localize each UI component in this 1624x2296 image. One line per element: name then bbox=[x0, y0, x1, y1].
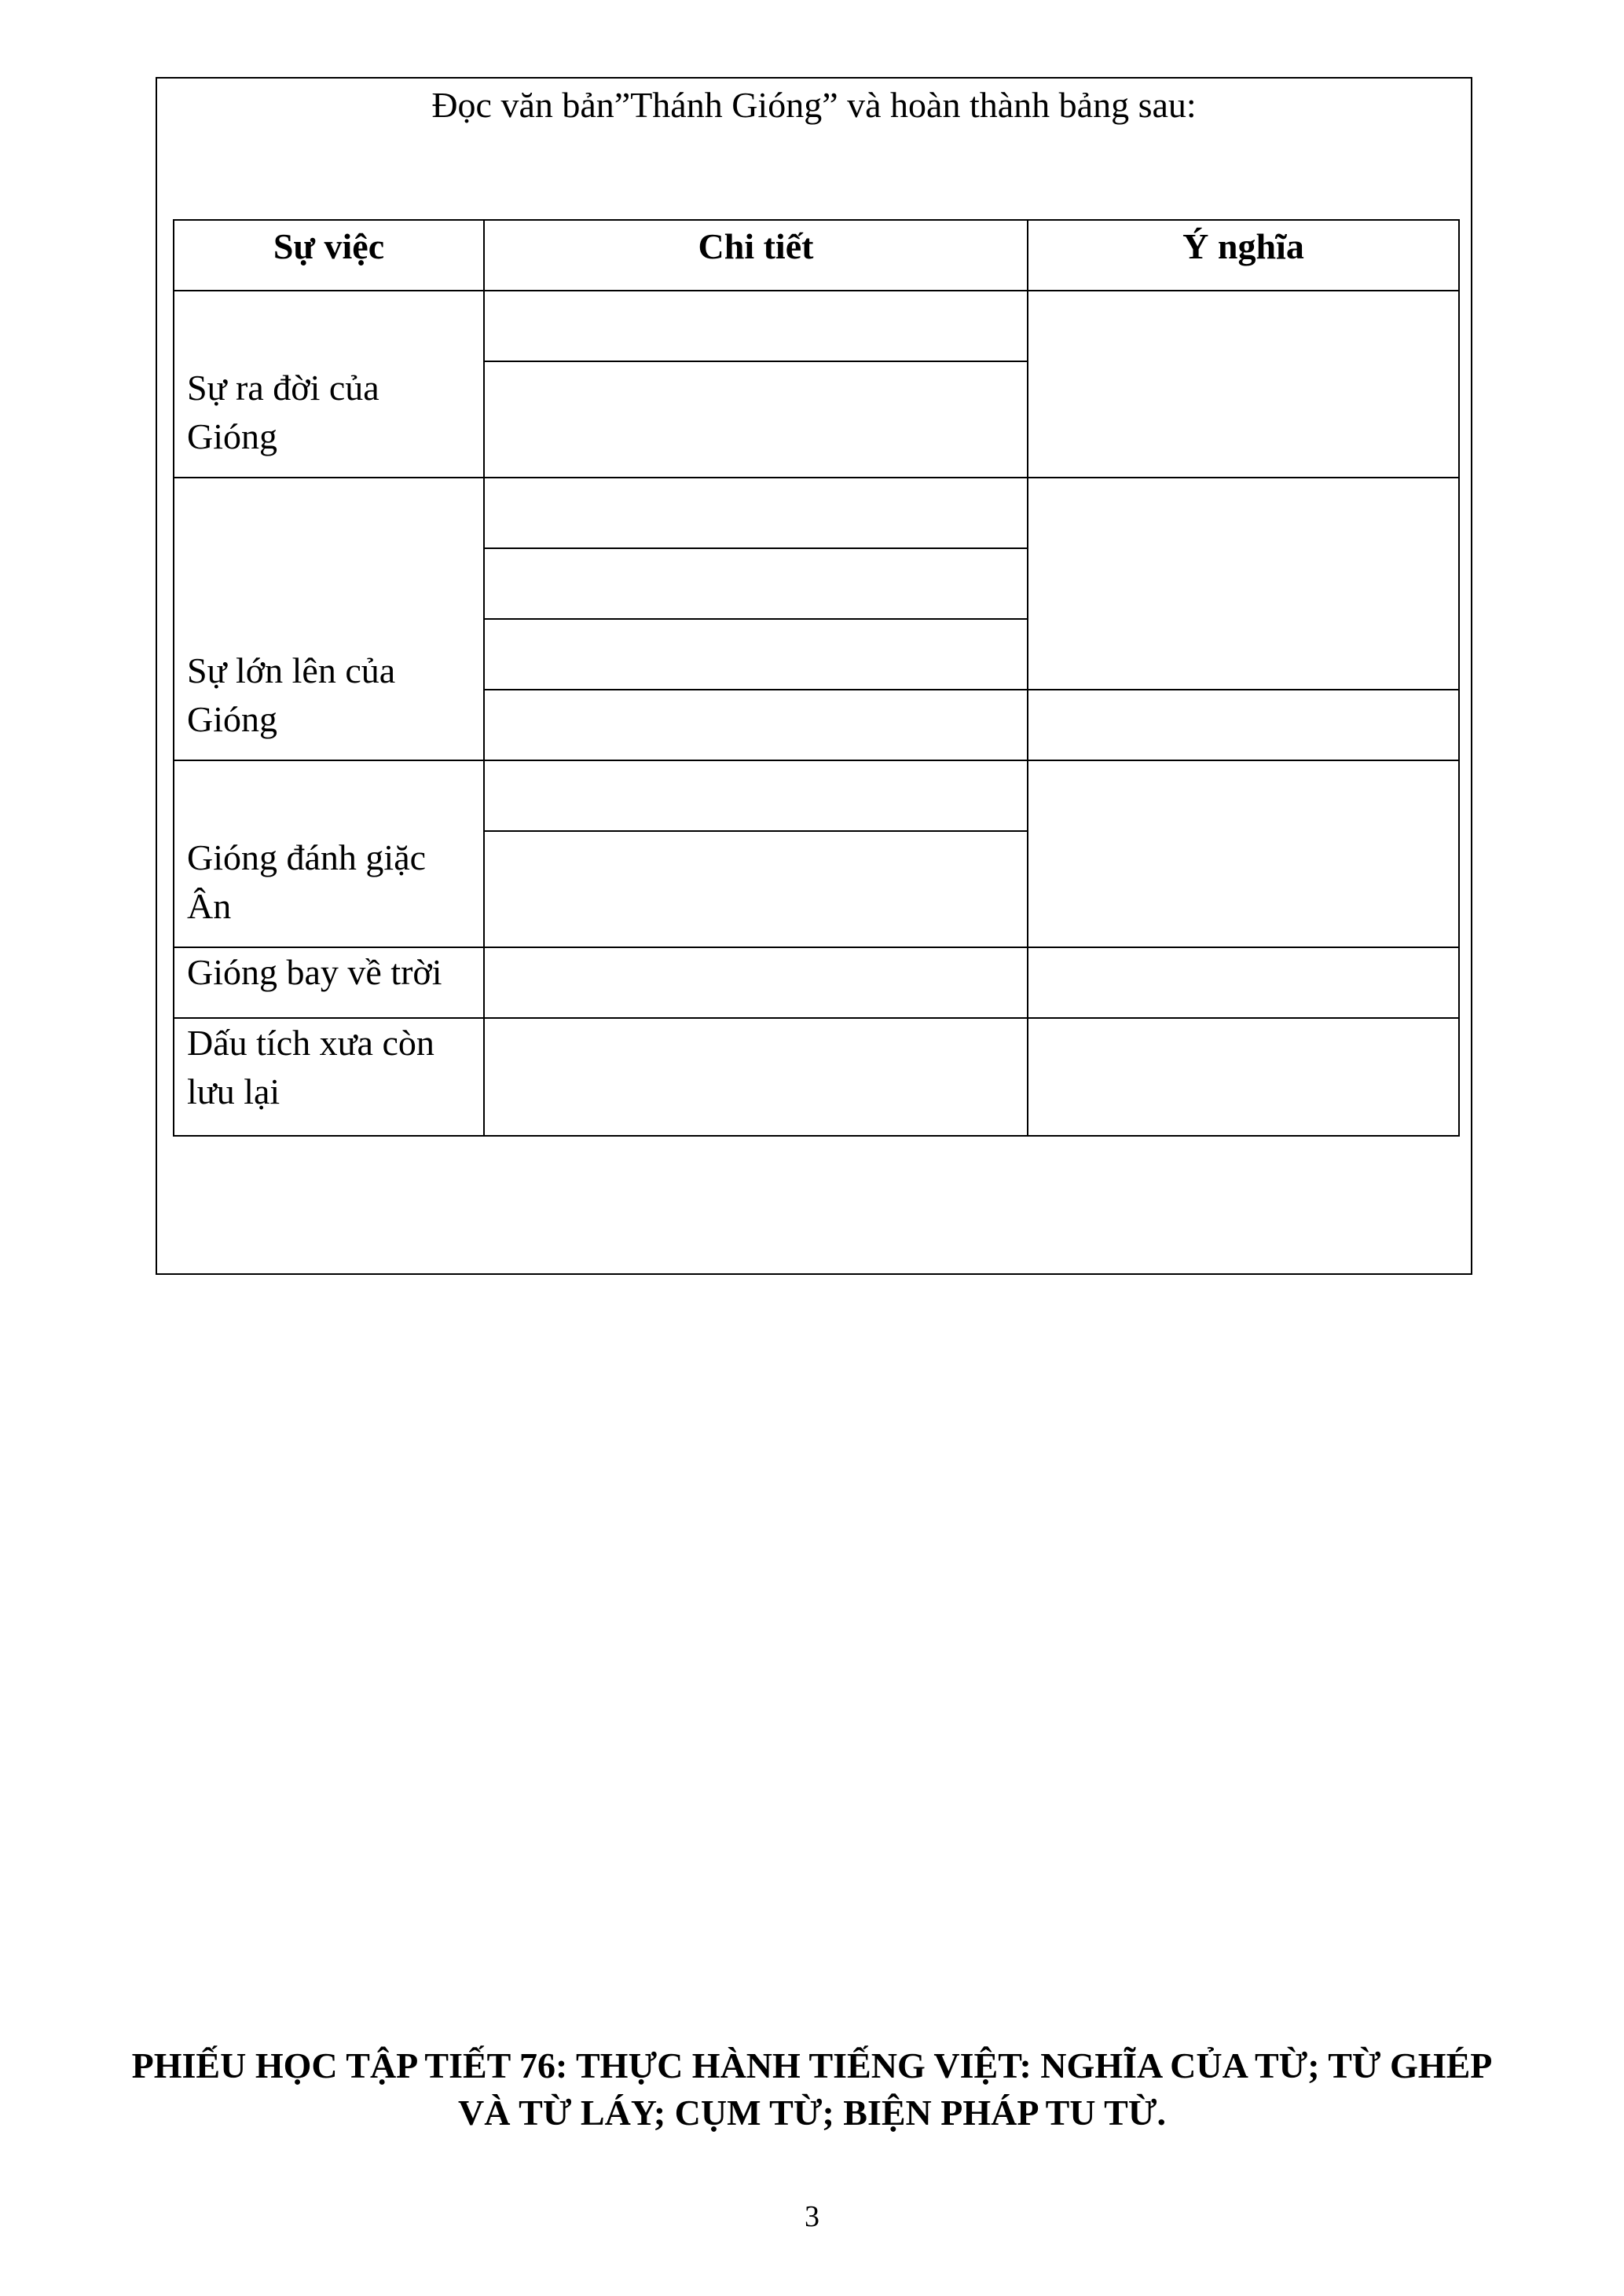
meaning-cell[interactable] bbox=[1028, 760, 1459, 947]
detail-cell[interactable] bbox=[484, 831, 1028, 947]
event-cell-dau-tich: Dấu tích xưa còn lưu lại bbox=[174, 1018, 484, 1136]
page-number: 3 bbox=[805, 2200, 819, 2233]
meaning-cell[interactable] bbox=[1028, 947, 1459, 1018]
event-cell-su-lon-len: Sự lớn lên của Gióng bbox=[174, 478, 484, 760]
worksheet-frame bbox=[156, 77, 1472, 1275]
detail-cell[interactable] bbox=[484, 291, 1028, 361]
column-header-chi-tiet: Chi tiết bbox=[484, 220, 1028, 291]
table-row bbox=[174, 760, 1459, 831]
detail-cell[interactable] bbox=[484, 947, 1028, 1018]
worksheet-title: PHIẾU HỌC TẬP TIẾT 76: THỰC HÀNH TIẾNG VIỆT: NGHĨA CỦA TỪ; TỪ GHÉP VÀ TỪ LÁY; CỤM TỪ; BIỆN PHÁP TU TỪ. bbox=[131, 2045, 1493, 2133]
event-cell-danh-giac: Gióng đánh giặc Ân bbox=[174, 760, 484, 947]
detail-cell[interactable] bbox=[484, 619, 1028, 690]
detail-cell[interactable] bbox=[484, 760, 1028, 831]
event-cell-bay-ve-troi: Gióng bay về trời bbox=[174, 947, 484, 1018]
table-row bbox=[174, 1018, 1459, 1136]
table-row bbox=[174, 947, 1459, 1018]
detail-cell[interactable] bbox=[484, 1018, 1028, 1136]
detail-cell[interactable] bbox=[484, 478, 1028, 548]
detail-cell[interactable] bbox=[484, 548, 1028, 619]
column-header-su-viec: Sự việc bbox=[174, 220, 484, 291]
table-row bbox=[174, 291, 1459, 361]
detail-cell[interactable] bbox=[484, 361, 1028, 478]
event-cell-su-ra-doi: Sự ra đời của Gióng bbox=[174, 291, 484, 478]
table-header-row bbox=[174, 220, 1459, 291]
worksheet-table bbox=[173, 219, 1460, 1137]
instruction-text: Đọc văn bản”Thánh Gióng” và hoàn thành bảng sau: bbox=[431, 85, 1197, 125]
column-header-y-nghia: Ý nghĩa bbox=[1028, 220, 1459, 291]
detail-cell[interactable] bbox=[484, 690, 1028, 760]
meaning-cell[interactable] bbox=[1028, 690, 1459, 760]
meaning-cell[interactable] bbox=[1028, 478, 1459, 690]
table-row bbox=[174, 478, 1459, 548]
meaning-cell[interactable] bbox=[1028, 291, 1459, 478]
meaning-cell[interactable] bbox=[1028, 1018, 1459, 1136]
